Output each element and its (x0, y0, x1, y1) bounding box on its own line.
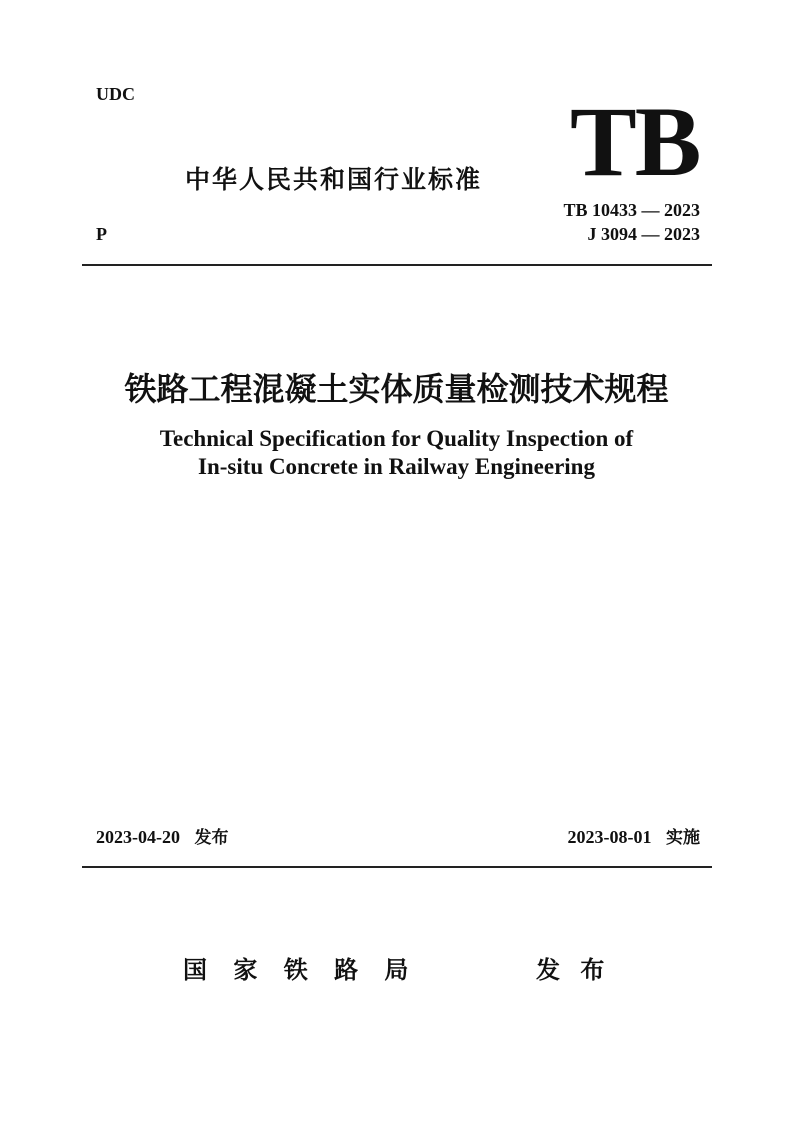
category-label: P (96, 224, 107, 244)
standard-type: 中华人民共和国行业标准 (185, 165, 483, 194)
publisher-action: 发 布 (536, 956, 605, 984)
standard-number: TB 10433 — 2023 (563, 200, 700, 220)
effective-label: 实施 (666, 828, 700, 848)
bottom-divider (82, 866, 712, 868)
issue-date: 2023-04-20 (96, 827, 180, 847)
record-number: J 3094 — 2023 (587, 224, 700, 244)
issue-date-block (96, 823, 229, 848)
issue-label: 发布 (194, 828, 229, 848)
english-title-line2: In-situ Concrete in Railway Engineering (198, 454, 595, 479)
chinese-title: 铁路工程混凝土实体质量检测技术规程 (124, 370, 669, 408)
udc-label: UDC (96, 84, 135, 104)
effective-date: 2023-08-01 (567, 827, 652, 847)
english-title-line1: Technical Specification for Quality Inspection of (159, 426, 634, 451)
effective-date-block (568, 823, 701, 848)
tb-logo: TB (570, 86, 700, 197)
top-divider (82, 264, 712, 266)
publisher-name: 国 家 铁 路 局 (183, 956, 409, 984)
